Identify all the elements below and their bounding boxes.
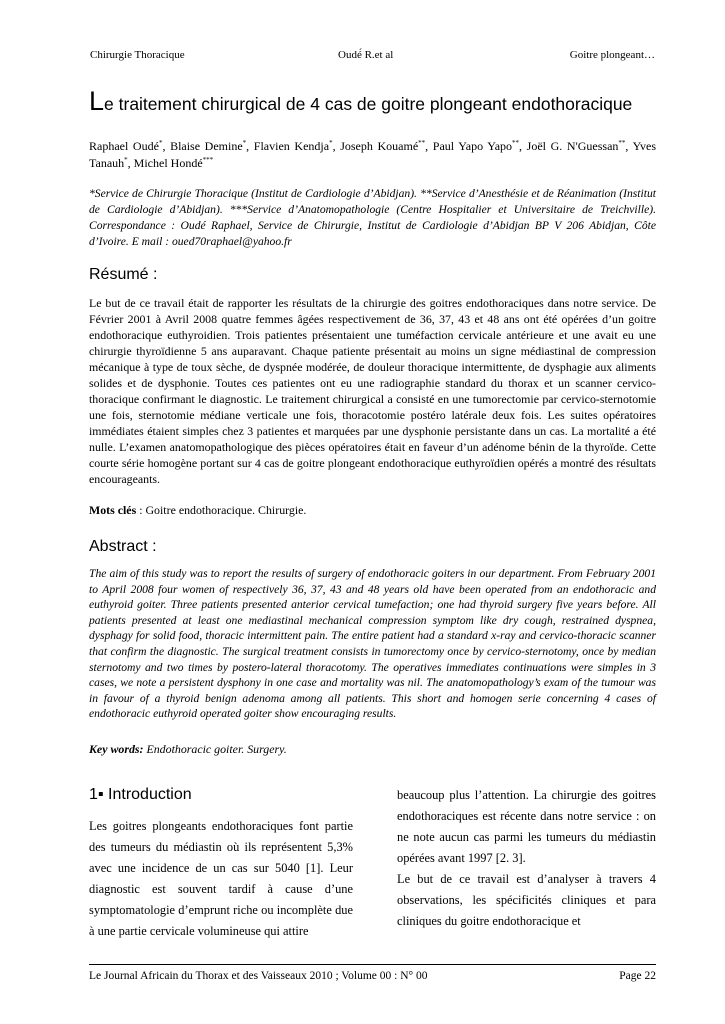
journal-citation: Le Journal Africain du Thorax et des Vaisseaux 2010 ; Volume 00 : N° 00: [89, 970, 428, 982]
header-center: Oudé́ R.et al: [338, 49, 394, 61]
article-title: [89, 88, 709, 115]
footer-divider: [89, 964, 656, 965]
author: Joël G. N'Guessan**,: [526, 139, 633, 153]
keywords-en: [89, 741, 656, 757]
author: Raphael Oudé*,: [89, 139, 171, 153]
author: Joseph Kouamé**,: [340, 139, 433, 153]
author-list: [89, 138, 656, 172]
author: Yves Tanauh*,: [89, 139, 657, 170]
page-number: Page 22: [619, 970, 656, 982]
introduction-heading: [89, 786, 192, 804]
author: Paul Yapo Yapo**,: [432, 139, 527, 153]
keywords-fr-text: : Goitre endothoracique. Chirurgie.: [136, 503, 307, 517]
resume-body: Le but de ce travail était de rapporter les résultats de la chirurgie des goitres endothoraciques dans notre service. De Février 2001 à Avril 2008 quatre femmes âgées respectivement de 36, 37, 43 et 48 ans ont été opérées d’un goitre endothoracique euthyroidien. Trois patientes présentaient une tuméfaction cervicale antérieure et une avait eu une chirurgie thyroïdienne 5 ans auparavant. Chaque patiente présentait au moins un signe médiastinal de compression mécanique à type de toux sèche, de dyspnée modérée, de douleur thoracique intermittente, de dysphagie aux aliments solides et de dysphonie. Toutes ces patientes ont eu une radiographie standard du thorax et un scanner cervico-thoracique confirmant le diagnostic. Le traitement chirurgical a consisté en une tumorectomie par cervico-sternotomie une fois, sternotomie médiane verticale une fois, thoracotomie postéro latérale deux fois. Les suites opératoires immédiates étaient simples chez 3 patientes et marquées par une dysphonie persistante dans un cas. La mortalité a été nulle. L’examen anatomopathologique des pièces opératoires était en faveur d’un adénome bénin de la thyroïde. Cette courte série homogène portant sur 4 cas de goitre plongeant endothoracique euthyroïdien opérés a montré des résultats encourageants.: [89, 296, 656, 486]
resume-heading: Résumé :: [89, 266, 158, 283]
section-title: Introduction: [103, 786, 192, 803]
keywords-en-text: Endothoracic goiter. Surgery.: [143, 742, 287, 756]
title-initial: L: [89, 86, 105, 116]
intro-paragraph: beaucoup plus l’attention. La chirurgie des goitres endothoraciques est récente dans notre service : on ne note aucun cas parmi les tumeurs du médiastin opérées avant 1997 [2. 3].: [397, 788, 656, 865]
intro-column-1: Les goitres plongeants endothoraciques font partie des tumeurs du médiastin où ils représentent 5,3% avec une incidence de un cas sur 5040 [1]. Leur diagnostic est souvent tardif à cause d’une symptomatologie d’emprunt riche ou incomplète due à une partie cervicale volumineuse qui attire: [89, 819, 353, 938]
abstract-body: The aim of this study was to report the results of surgery of endothoracic goiters in our department. From February 2001 to April 2008 four women of respectively 36, 37, 43 and 48 years old have been operated from an endothoracic and euthyroid goiter. Three patients presented anterior cervical tumefaction; one had thyroid surgery five years before. All patients presented at least one mediastinal mechanical compression symptom like dry cough, restrained dyspnea, dysphagy for solid food, thoracic intermittent pain. The entire patient had a standard x-ray and cervico-thoracic scanner that confirm the diagnostic. The surgical treatment consists in tumorectomy once by cervico-sternotomy, once by median sternotomy and two times by postero-lateral thoracotomy. The operatives immediates continuations were simples in 3 cases, we note a persistent dysphony in one case and mortality was nil. The anatomopathology’s exam of the tumour was in favour of a thyroid benign adenoma among all patients. This short and homogen serie concerning 4 cases of endothoracic euthyroid operated goiter show encouraging results.: [89, 567, 656, 721]
header-right: Goitre plongeant…: [569, 49, 655, 61]
abstract-heading: Abstract :: [89, 538, 157, 555]
intro-column-2: [397, 785, 656, 932]
affiliations: *Service de Chirurgie Thoracique (Institut de Cardiologie d’Abidjan). **Service d’Anesthésie et de Réanimation (Institut de Cardiologie d’Abidjan). ***Service d’Anatomopathologie (Centre Hospitalier et Universitaire de Treichville). Correspondance : Oudé Raphael, Service de Chirurgie, Institut de Cardiologie d’Abidjan BP V 206 Abidjan, Côte d’Ivoire. E mail : oued70raphael@yahoo.fr: [89, 187, 656, 248]
running-header: [90, 49, 655, 65]
keywords-fr: [89, 502, 656, 518]
title-rest: e traitement chirurgical de 4 cas de goitre plongeant endothoracique: [104, 94, 633, 114]
author: Flavien Kendja*,: [253, 139, 341, 153]
header-left: Chirurgie Thoracique: [90, 49, 185, 61]
section-number: 1▪: [89, 786, 104, 803]
author: Michel Hondé***: [133, 156, 214, 170]
intro-paragraph: Le but de ce travail est d’analyser à travers 4 observations, les spécificités cliniques et para cliniques du goitre endothoracique et: [397, 872, 656, 928]
keywords-fr-label: Mots clés: [89, 503, 137, 517]
author: Blaise Demine*,: [170, 139, 254, 153]
keywords-en-label: Key words:: [89, 742, 144, 756]
